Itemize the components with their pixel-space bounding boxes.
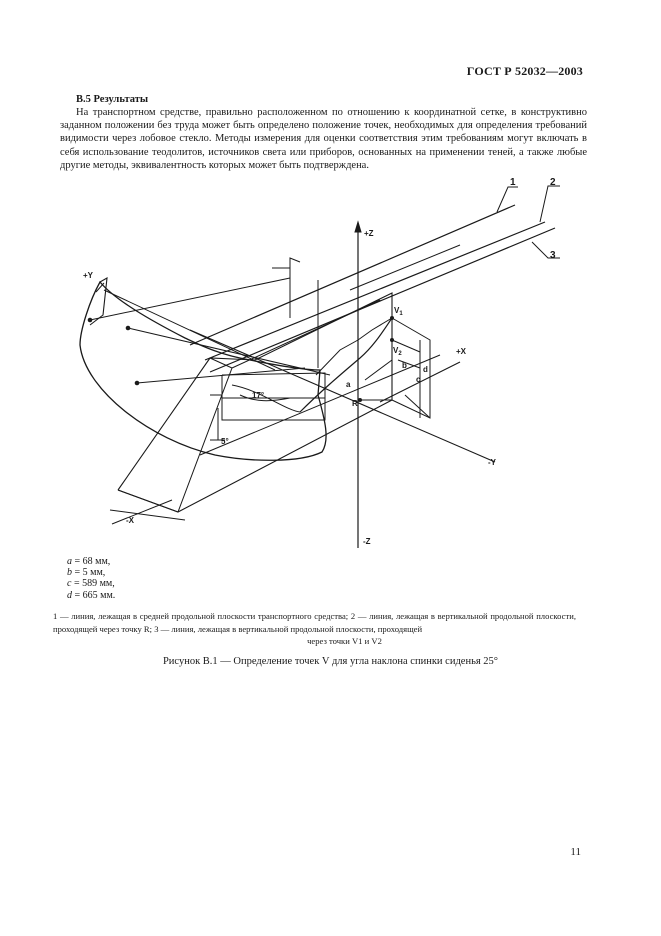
label-angle-5: 5° bbox=[221, 437, 229, 446]
figure-caption: Рисунок В.1 — Определение точек V для угла наклона спинки сиденья 25° bbox=[162, 656, 499, 667]
dimension-d: d = 665 мм. bbox=[67, 589, 116, 601]
label-c: c bbox=[416, 375, 421, 384]
label-b: b bbox=[402, 361, 407, 370]
label-line-1: 1 bbox=[510, 177, 516, 188]
label-minus-x: -X bbox=[126, 516, 134, 525]
label-v1: $V_1$ bbox=[394, 306, 403, 317]
label-d: d bbox=[423, 365, 428, 374]
dimension-b: b = 5 мм, bbox=[67, 567, 106, 579]
label-a: a bbox=[346, 380, 351, 389]
dimension-c: c = 589 мм, bbox=[67, 578, 115, 590]
technical-figure bbox=[60, 170, 600, 555]
page-number: 11 bbox=[570, 846, 581, 858]
leader-3 bbox=[532, 242, 560, 258]
body-frame bbox=[118, 293, 392, 512]
label-plus-y: +Y bbox=[83, 271, 94, 280]
label-minus-y: -Y bbox=[488, 458, 496, 467]
leader-2 bbox=[540, 186, 560, 222]
figure-note-v-points: через точки V1 и V2 bbox=[307, 636, 382, 646]
figure-notes bbox=[53, 610, 576, 648]
label-line-3: 3 bbox=[550, 250, 556, 261]
results-paragraph: На транспортном средстве, правильно расположенном по отношению к координатной сетке, в конструктивно заданном положении без труда может быть определено положение точек, необходимых для определения требований видимости через лобовое стекло. Методы измерения для оценки соответствия этим требованиям могут включать в себя использование теодолитов, источников света или приборов, основанных на применении теней, а также любые другие методы, эквивалентность которых может быть подтверждена. bbox=[60, 107, 587, 171]
label-line-2: 2 bbox=[550, 177, 556, 188]
dimension-values bbox=[67, 556, 115, 601]
label-angle-17: 17° bbox=[252, 391, 265, 400]
body-text bbox=[60, 106, 587, 172]
standard-header: ГОСТ Р 52032—2003 bbox=[466, 64, 583, 78]
line-3 bbox=[210, 228, 555, 372]
dimension-a: a = 68 мм, bbox=[67, 556, 111, 567]
label-plus-z: +Z bbox=[364, 229, 374, 238]
line-2 bbox=[205, 222, 545, 360]
figure-note-lines: 1 — линия, лежащая в средней продольной плоскости транспортного средства; 2 — линия, лежащая в вертикальной продольной плоскости, проходящей через точку R; 3 — линия, лежащая в вертикальной продольной плоскости, проходящей bbox=[53, 611, 576, 634]
line-1 bbox=[190, 205, 515, 345]
label-minus-z: -Z bbox=[363, 537, 371, 546]
label-plus-x: +X bbox=[456, 347, 467, 356]
section-title: В.5 Результаты bbox=[76, 94, 149, 105]
label-r: R bbox=[352, 399, 358, 408]
windshield-outline bbox=[80, 282, 326, 460]
label-v2: $V_2$ bbox=[393, 346, 402, 357]
